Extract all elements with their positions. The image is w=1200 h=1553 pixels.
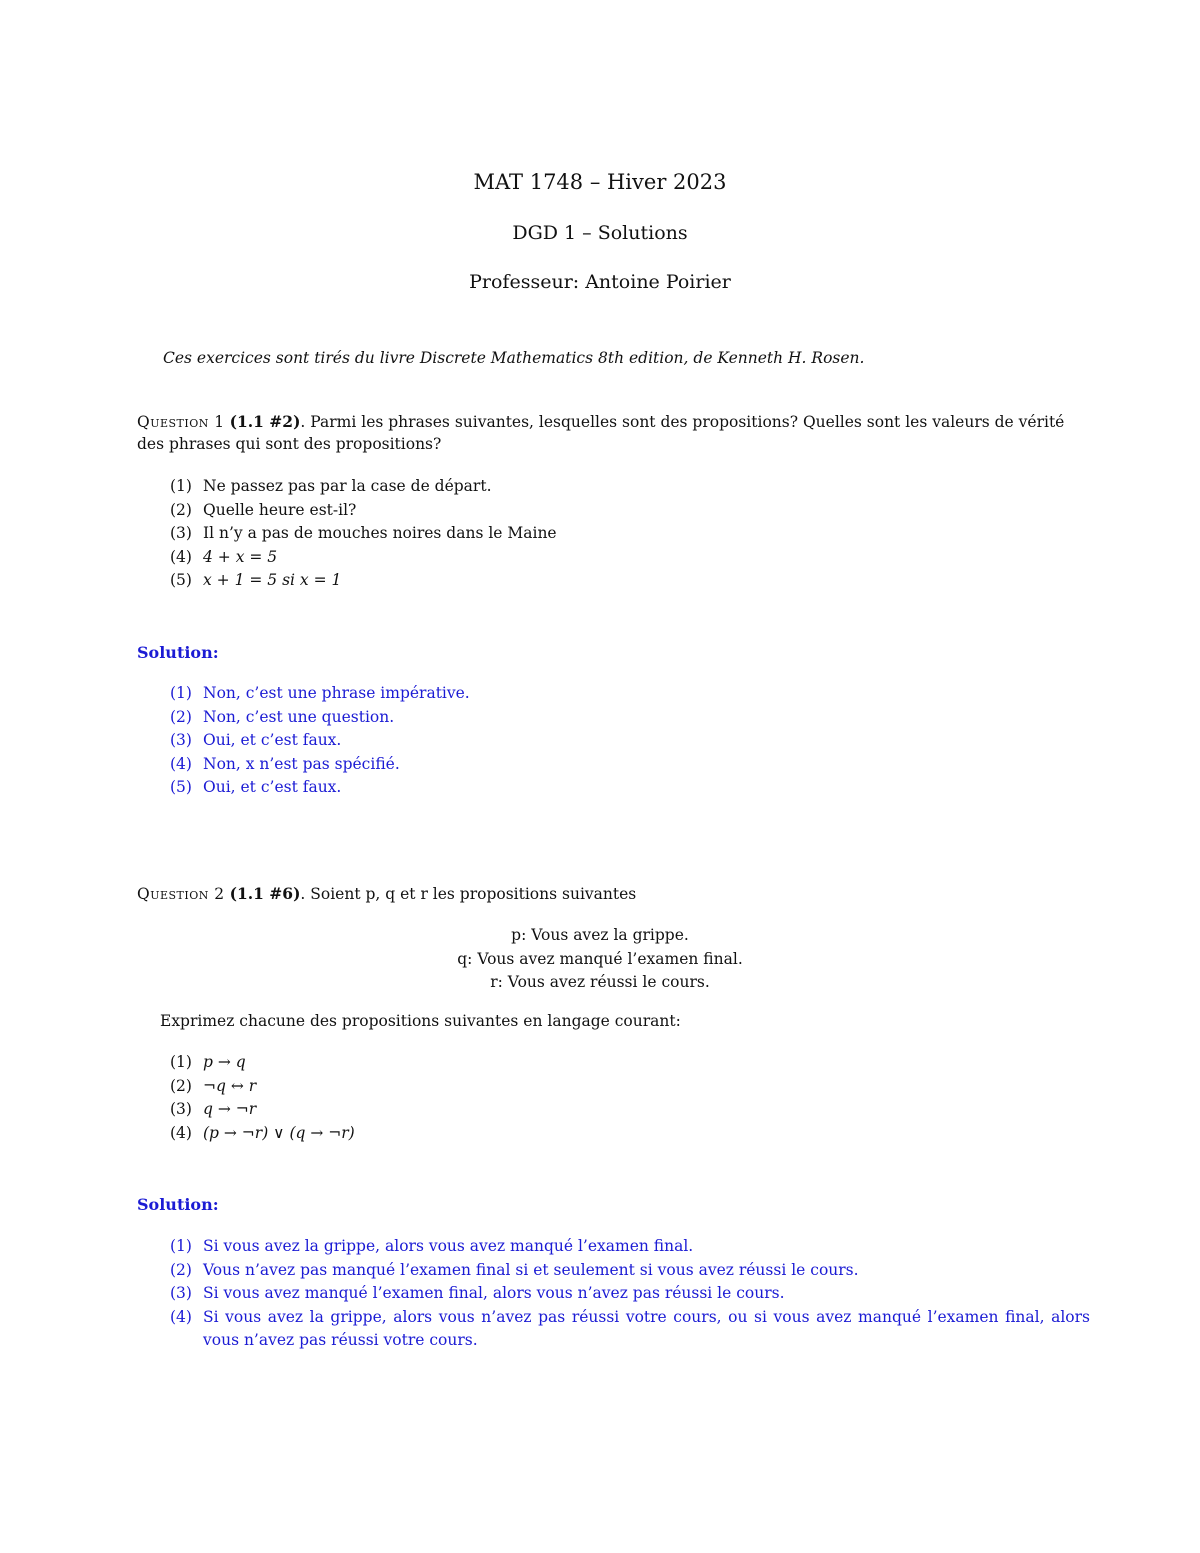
item-text: Ne passez pas par la case de départ. [203, 477, 492, 495]
item-number: (3) [170, 1100, 192, 1118]
professor-name: Professeur: Antoine Poirier [469, 271, 731, 293]
list-item [170, 1282, 1090, 1306]
list-item [170, 706, 1090, 730]
question-2-statement [137, 883, 1087, 905]
item-text: 4 + x = 5 [203, 547, 278, 566]
item-number: (4) [170, 1307, 192, 1326]
question-1-items [170, 475, 1090, 593]
list-item [170, 546, 1090, 570]
item-text: Si vous avez la grippe, alors vous avez manqué l’examen final. [203, 1237, 694, 1255]
list-item [170, 753, 1090, 777]
proposition-q: q: Vous avez manqué l’examen final. [457, 949, 743, 968]
item-number: (4) [170, 1123, 192, 1142]
item-number: (4) [170, 547, 192, 566]
list-item [170, 682, 1090, 706]
question-2-items [170, 1051, 1090, 1145]
proposition-definitions [0, 924, 1200, 995]
list-item [170, 569, 1090, 593]
item-number: (2) [170, 1260, 192, 1279]
question-2-label: Question 2 [137, 885, 225, 903]
item-text: Vous n’avez pas manqué l’examen final si et seulement si vous avez réussi le cours. [203, 1260, 859, 1279]
item-number: (3) [170, 731, 192, 749]
solution-1-items [170, 682, 1090, 800]
item-text: q → ¬r [203, 1100, 257, 1118]
item-text: ¬q ↔ r [203, 1076, 257, 1095]
intro-text: Ces exercices sont tirés du livre Discrete Mathematics 8th edition, de Kenneth H. Rosen. [163, 349, 865, 367]
solution-1-heading: Solution: [137, 643, 219, 662]
item-text: Si vous avez la grippe, alors vous n’avez pas réussi votre cours, ou si vous avez manqué l’examen final, alors vous n’avez pas réussi votre cours. [203, 1307, 1090, 1349]
question-1-label: Question 1 [137, 413, 225, 431]
item-text: Quelle heure est-il? [203, 500, 357, 519]
item-number: (1) [170, 684, 192, 702]
question-2-instruction: Exprimez chacune des propositions suivantes en langage courant: [160, 1012, 681, 1030]
question-1-statement [137, 411, 1087, 455]
question-1-ref: (1.1 #2) [229, 412, 301, 431]
item-text: Oui, et c’est faux. [203, 778, 342, 796]
item-text: p → q [203, 1053, 246, 1071]
item-number: (1) [170, 1237, 192, 1255]
item-number: (5) [170, 571, 192, 589]
item-text: (p → ¬r) ∨ (q → ¬r) [203, 1123, 355, 1142]
proposition-r: r: Vous avez réussi le cours. [490, 973, 710, 991]
item-number: (1) [170, 1053, 192, 1071]
item-text: Oui, et c’est faux. [203, 731, 342, 749]
list-item [170, 1306, 1090, 1353]
list-item [170, 1259, 1090, 1283]
list-item [170, 1051, 1090, 1075]
item-number: (4) [170, 754, 192, 773]
item-number: (2) [170, 707, 192, 726]
list-item [170, 776, 1090, 800]
item-text: Il n’y a pas de mouches noires dans le Maine [203, 524, 557, 542]
list-item [170, 522, 1090, 546]
solution-2-heading: Solution: [137, 1195, 219, 1214]
item-number: (1) [170, 477, 192, 495]
list-item [170, 729, 1090, 753]
question-1-text: . Parmi les phrases suivantes, lesquelles sont des propositions? Quelles sont les valeurs de vérité des phrases qui sont des propositions? [137, 413, 1065, 453]
solution-2-items [170, 1235, 1090, 1353]
list-item [170, 1075, 1090, 1099]
item-number: (3) [170, 1284, 192, 1302]
item-number: (2) [170, 1076, 192, 1095]
item-number: (2) [170, 500, 192, 519]
item-text: Non, c’est une phrase impérative. [203, 684, 470, 702]
proposition-p: p: Vous avez la grippe. [511, 926, 689, 944]
document-subtitle: DGD 1 – Solutions [512, 222, 688, 244]
list-item [170, 1122, 1090, 1146]
list-item [170, 499, 1090, 523]
list-item [170, 475, 1090, 499]
item-text: Non, c’est une question. [203, 707, 395, 726]
item-text: Non, x n’est pas spécifié. [203, 754, 400, 773]
item-number: (3) [170, 524, 192, 542]
question-2-ref: (1.1 #6) [229, 884, 301, 903]
question-2-text: . Soient p, q et r les propositions suivantes [300, 885, 637, 903]
course-title: MAT 1748 – Hiver 2023 [473, 170, 727, 194]
item-text: Si vous avez manqué l’examen final, alors vous n’avez pas réussi le cours. [203, 1284, 785, 1302]
item-text: x + 1 = 5 si x = 1 [203, 571, 342, 589]
list-item [170, 1098, 1090, 1122]
list-item [170, 1235, 1090, 1259]
item-number: (5) [170, 778, 192, 796]
